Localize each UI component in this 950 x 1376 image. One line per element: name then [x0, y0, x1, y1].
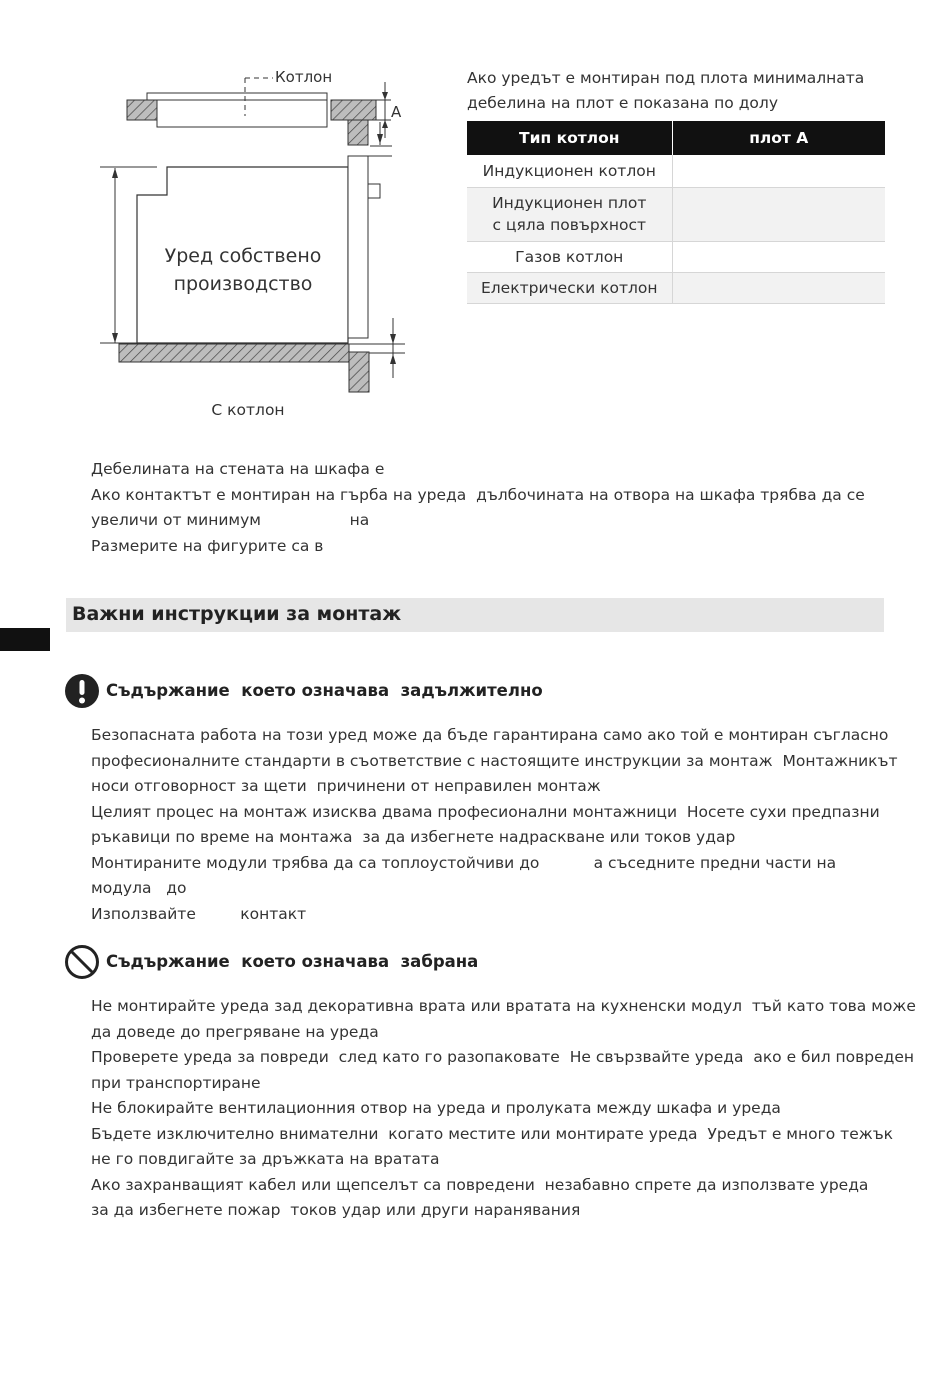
dim-bottom-arrow-top — [390, 334, 396, 344]
diagram-caption: С котлон — [211, 401, 285, 419]
dim-bottom-arrow-bottom — [390, 354, 396, 364]
prohibited-line: Не монтирайте уреда зад декоративна врата или вратата на кухненски модул тъй като това може — [91, 997, 916, 1015]
prohibition-circle-icon — [64, 944, 100, 980]
mandatory-line: Използвайте контакт — [91, 904, 307, 923]
mandatory-line: модула до — [91, 879, 187, 897]
table-row — [467, 272, 885, 303]
dim-a-arrow-top — [382, 92, 388, 100]
side-tab — [0, 628, 50, 651]
table-row — [467, 241, 885, 272]
dim-gap-arrow — [377, 134, 383, 144]
table-cell-type-line: с цяла повърхност — [492, 216, 647, 234]
hob-thickness-table — [467, 121, 885, 304]
bottom-shelf — [119, 344, 349, 362]
table-cell-type: Газов котлон — [467, 241, 672, 272]
appliance-label-line1: Уред собствено — [164, 245, 322, 267]
appliance-label-line2: производство — [173, 273, 313, 295]
dim-height-arrow-bottom — [112, 333, 118, 343]
dim-height-arrow-top — [112, 168, 118, 178]
worktop-intro — [467, 66, 887, 116]
installation-notes — [91, 457, 891, 559]
prohibited-line: не го повдигайте за дръжката на вратата — [91, 1150, 440, 1168]
section-header — [66, 598, 884, 632]
table-cell-value — [672, 272, 885, 303]
prohibited-title: Съдържание което означава забрана — [106, 952, 479, 971]
mandatory-line: Монтираните модули трябва да са топлоустойчиви до а съседните предни части на — [91, 853, 837, 872]
hob-label: Котлон — [275, 68, 333, 86]
table-row — [467, 187, 885, 241]
installation-diagram — [95, 60, 425, 440]
table-row — [467, 155, 885, 187]
table-cell-value — [672, 155, 885, 187]
table-cell-value — [672, 241, 885, 272]
cabinet-side-upper — [348, 120, 368, 145]
hob-body — [147, 93, 327, 100]
mandatory-line: Целият процес на монтаж изисква двама професионални монтажници Носете сухи предпазни — [91, 802, 880, 821]
note-line: увеличи от минимум на — [91, 511, 370, 529]
mandatory-line: носи отговорност за щети причинени от неправилен монтаж — [91, 777, 601, 795]
prohibited-line: Ако захранващият кабел или щепселът са повредени незабавно спрете да използвате уреда — [91, 1175, 869, 1194]
note-line: Размерите на фигурите са в — [91, 536, 324, 555]
table-cell-type-line: Индукционен плот — [492, 194, 647, 212]
table-cell-value — [672, 187, 885, 241]
prohibited-text — [91, 994, 916, 1224]
mandatory-line: професионалните стандарти в съответствие с настоящите инструкции за монтаж Монтажникът — [91, 751, 898, 770]
table-cell-type: Индукционен котлон — [467, 155, 672, 187]
mandatory-title: Съдържание което означава задължително — [106, 681, 543, 700]
cabinet-side-lower — [349, 352, 369, 392]
prohibited-line: при транспортиране — [91, 1073, 261, 1092]
mandatory-line: Безопасната работа на този уред може да бъде гарантирана само ако той е монтиран съгласно — [91, 726, 889, 744]
appliance-handle — [368, 184, 380, 198]
prohibited-line: Не блокирайте вентилационния отвор на уреда и пролуката между шкафа и уреда — [91, 1099, 781, 1117]
prohibited-line: за да избегнете пожар токов удар или други наранявания — [91, 1201, 581, 1219]
table-cell-type — [467, 187, 672, 241]
dim-a-label: A — [391, 103, 402, 121]
table-header-worktop: плот A — [672, 121, 885, 155]
prohibited-line: да доведе до прегряване на уреда — [91, 1022, 379, 1041]
appliance-door — [348, 156, 368, 338]
dim-a-arrow-bottom — [382, 120, 388, 128]
note-line: Дебелината на стената на шкафа е — [91, 460, 385, 478]
section-title: Важни инструкции за монтаж — [72, 603, 402, 625]
intro-line: дебелина на плот е показана по долу — [467, 94, 778, 112]
worktop-right — [331, 100, 376, 120]
prohibited-line: Бъдете изключително внимателни когато местите или монтирате уреда Уредът е много тежък — [91, 1124, 894, 1143]
exclamation-circle-icon — [64, 673, 100, 709]
note-line: Ако контактът е монтиран на гърба на уреда дълбочината на отвора на шкафа трябва да се — [91, 485, 865, 504]
worktop-left — [127, 100, 157, 120]
hob-recess — [157, 100, 327, 127]
table-cell-type: Електрически котлон — [467, 272, 672, 303]
mandatory-line: ръкавици по време на монтажа за да избегнете надраскване или токов удар — [91, 828, 736, 846]
table-header-type: Тип котлон — [467, 121, 672, 155]
mandatory-text — [91, 723, 898, 927]
prohibited-line: Проверете уреда за повреди след като го разопаковате Не свързвайте уреда ако е бил повреден — [91, 1048, 915, 1066]
intro-line: Ако уредът е монтиран под плота минималната — [467, 69, 865, 87]
